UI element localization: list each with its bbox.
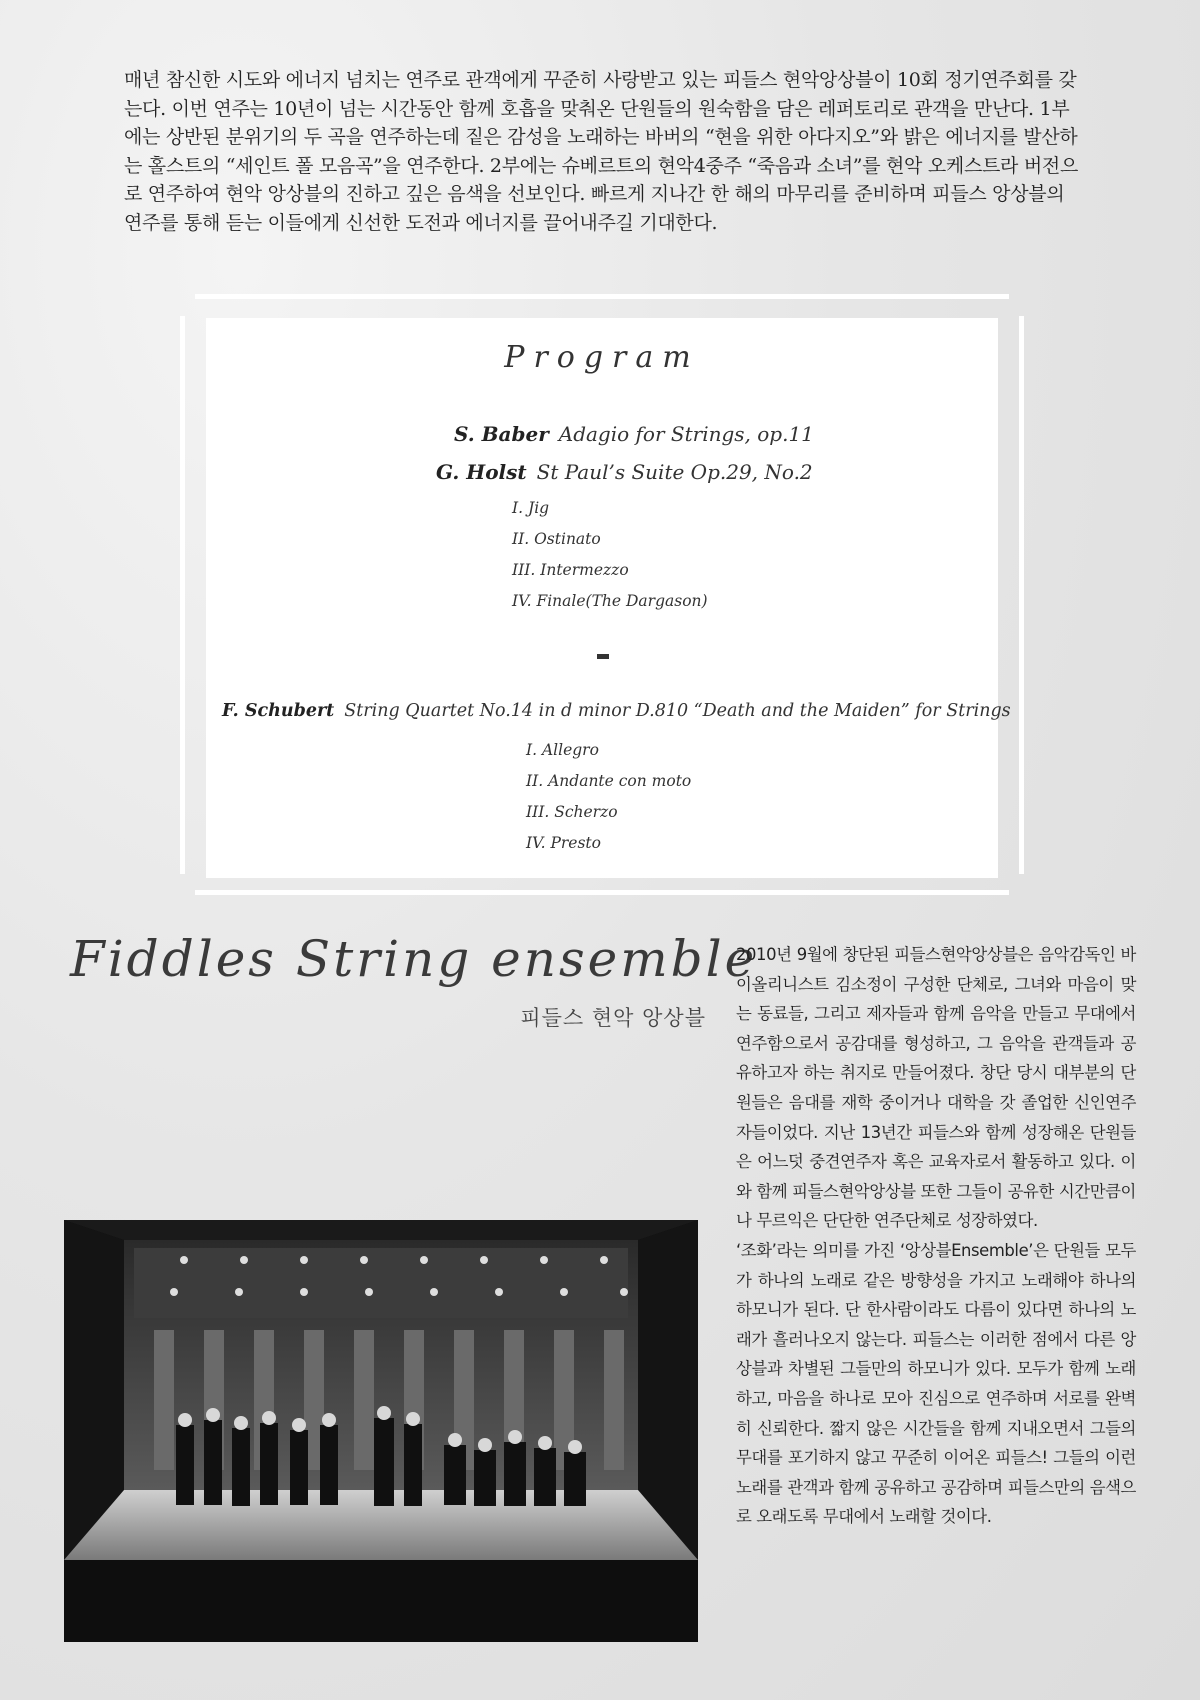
bio-paragraph: 2010년 9월에 창단된 피들스현악앙상블은 음악감독인 바이올리니스트 김소정이 구성한 단체로, 그녀와 마음이 맞는 동료들, 그리고 제자들과 함께 음악을 만들고 무대에서 연주함으로서 공감대를 형성하고, 그 음악을 관객들과 공유하고자 하는 취지로 만들어졌다. 창단 당시 대부분의 단원들은 음대를 재학 중이거나 대학을 갓 졸업한 신인연주자들이었다. 지난 13년간 피들스와 함께 성장해온 단원들은 어느덧 중견연주자 혹은 교육자로서 활동하고 있다. 이와 함께 피들스현악앙상블 또한 그들이 공유한 시간만큼이나 무르익은 단단한 연주단체로 성장하였다.	[736, 945, 1136, 1231]
program-left-rule	[180, 316, 185, 874]
program-item-holst	[436, 460, 813, 484]
intermission-divider	[597, 654, 609, 659]
work-title: St Paul’s Suite Op.29, No.2	[536, 460, 813, 484]
ensemble-subtitle: 피들스 현악 앙상블	[520, 1006, 706, 1030]
program-right-rule	[1019, 316, 1024, 874]
movement-item: II. Ostinato	[512, 530, 601, 548]
ensemble-title: Fiddles String ensemble	[70, 930, 758, 988]
program-item-barber	[454, 422, 814, 446]
movement-item: IV. Finale(The Dargason)	[512, 592, 708, 610]
movement-item: II. Andante con moto	[526, 772, 692, 790]
movement-item: IV. Presto	[526, 834, 601, 852]
program-box	[206, 318, 1011, 878]
work-title: String Quartet No.14 in d minor D.810 “Death and the Maiden” for Strings	[344, 701, 1011, 721]
composer-name: S. Baber	[454, 422, 549, 446]
program-item-schubert	[222, 701, 1011, 721]
work-title: Adagio for Strings, op.11	[558, 422, 814, 446]
movement-item: I. Jig	[512, 499, 550, 517]
stage-photo-illustration	[64, 1220, 698, 1642]
program-bottom-rule	[195, 890, 1009, 895]
composer-name: G. Holst	[436, 460, 527, 484]
ensemble-stage-photo	[64, 1220, 698, 1642]
program-title: Program	[504, 340, 700, 375]
movement-item: III. Intermezzo	[512, 561, 629, 579]
bio-paragraph: ‘조화’라는 의미를 가진 ‘앙상블Ensemble’은 단원들 모두가 하나의 노래로 같은 방향성을 가지고 노래해야 하나의 하모니가 된다. 단 한사람이라도 다름이 있다면 하나의 노래가 흘러나오지 않는다. 피들스는 이러한 점에서 다른 앙상블과 차별된 그들만의 하모니가 있다. 모두가 함께 노래하고, 마음을 하나로 모아 진심으로 연주하며 서로를 완벽히 신뢰한다. 짧지 않은 시간들을 함께 지내오면서 그들의 무대를 포기하지 않고 꾸준히 이어온 피들스! 그들의 이런 노래를 관객과 함께 공유하고 공감하며 피들스만의 음색으로 오래도록 무대에서 노래할 것이다.	[736, 1240, 1136, 1527]
movement-item: I. Allegro	[526, 741, 599, 759]
ensemble-bio	[736, 940, 1136, 1532]
movement-item: III. Scherzo	[526, 803, 618, 821]
composer-name: F. Schubert	[222, 701, 335, 721]
intro-paragraph: 매년 참신한 시도와 에너지 넘치는 연주로 관객에게 꾸준히 사랑받고 있는 피들스 현악앙상블이 10회 정기연주회를 갖는다. 이번 연주는 10년이 넘는 시간동안 함께 호흡을 맞춰온 단원들의 원숙함을 담은 레퍼토리로 관객을 만난다. 1부에는 상반된 분위기의 두 곡을 연주하는데 짙은 감성을 노래하는 바버의 “현을 위한 아다지오”와 밝은 에너지를 발산하는 홀스트의 “세인트 폴 모음곡”을 연주한다. 2부에는 슈베르트의 현악4중주 “죽음과 소녀”를 현악 오케스트라 버전으로 연주하여 현악 앙상블의 진하고 깊은 음색을 선보인다. 빠르게 지나간 한 해의 마무리를 준비하며 피들스 앙상블의 연주를 통해 듣는 이들에게 신선한 도전과 에너지를 끌어내주길 기대한다.	[124, 69, 1079, 234]
program-top-rule	[195, 294, 1009, 299]
